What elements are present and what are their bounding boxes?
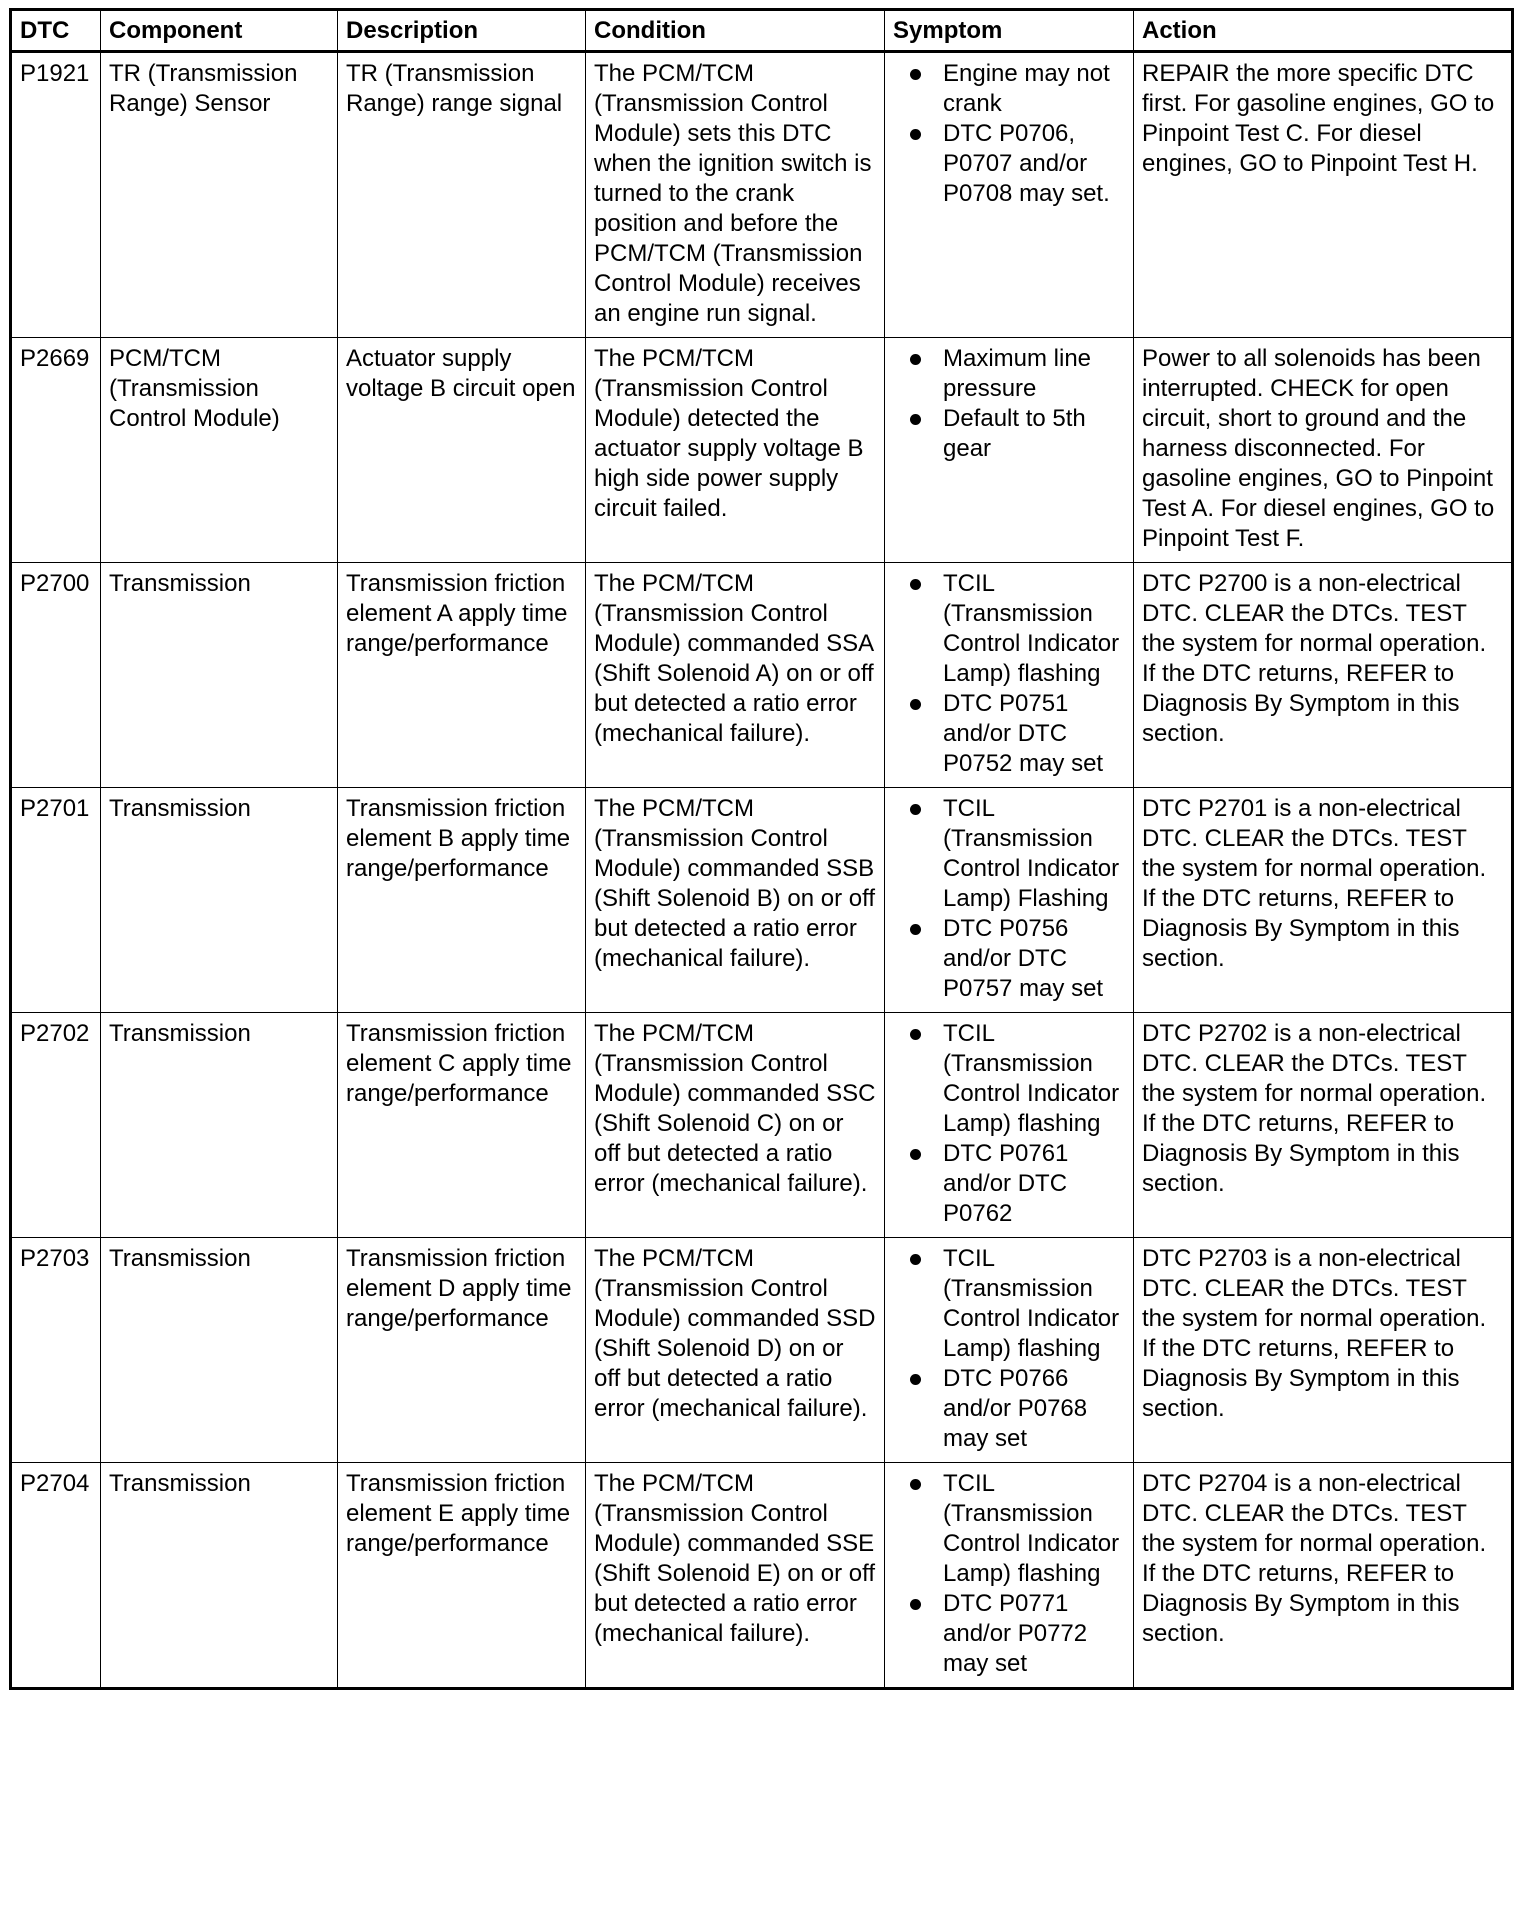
- cell-action: DTC P2700 is a non-electrical DTC. CLEAR the DTCs. TEST the system for normal operation. If the DTC returns, REFER to Diagnosis By Symptom in this section.: [1134, 563, 1513, 788]
- cell-action: REPAIR the more specific DTC first. For gasoline engines, GO to Pinpoint Test C. For diesel engines, GO to Pinpoint Test H.: [1134, 52, 1513, 338]
- cell-dtc: P2704: [11, 1463, 101, 1689]
- table-row: [11, 563, 1513, 788]
- header-row: [11, 10, 1513, 52]
- symptom-item: TCIL (Transmission Control Indicator Lamp) flashing: [893, 1469, 1125, 1589]
- table-row: [11, 52, 1513, 338]
- table-row: [11, 338, 1513, 563]
- cell-component: Transmission: [101, 788, 338, 1013]
- cell-description: Actuator supply voltage B circuit open: [338, 338, 586, 563]
- cell-component: Transmission: [101, 1013, 338, 1238]
- cell-description: Transmission friction element A apply time range/performance: [338, 563, 586, 788]
- cell-action: DTC P2701 is a non-electrical DTC. CLEAR the DTCs. TEST the system for normal operation. If the DTC returns, REFER to Diagnosis By Symptom in this section.: [1134, 788, 1513, 1013]
- symptom-item: DTC P0756 and/or DTC P0757 may set: [893, 914, 1125, 1004]
- symptom-item: Engine may not crank: [893, 59, 1125, 119]
- cell-dtc: P2701: [11, 788, 101, 1013]
- cell-description: Transmission friction element C apply time range/performance: [338, 1013, 586, 1238]
- symptom-item: TCIL (Transmission Control Indicator Lamp) Flashing: [893, 794, 1125, 914]
- header-condition: Condition: [586, 10, 885, 52]
- cell-symptom: [885, 52, 1134, 338]
- cell-condition: The PCM/TCM (Transmission Control Module) commanded SSB (Shift Solenoid B) on or off but detected a ratio error (mechanical failure).: [586, 788, 885, 1013]
- symptom-item: DTC P0766 and/or P0768 may set: [893, 1364, 1125, 1454]
- cell-condition: The PCM/TCM (Transmission Control Module) commanded SSE (Shift Solenoid E) on or off but detected a ratio error (mechanical failure).: [586, 1463, 885, 1689]
- cell-dtc: P2669: [11, 338, 101, 563]
- cell-description: TR (Transmission Range) range signal: [338, 52, 586, 338]
- cell-condition: The PCM/TCM (Transmission Control Module) commanded SSA (Shift Solenoid A) on or off but detected a ratio error (mechanical failure).: [586, 563, 885, 788]
- header-action: Action: [1134, 10, 1513, 52]
- symptom-item: DTC P0751 and/or DTC P0752 may set: [893, 689, 1125, 779]
- cell-symptom: [885, 1013, 1134, 1238]
- symptom-item: Default to 5th gear: [893, 404, 1125, 464]
- symptom-list: [893, 1019, 1125, 1229]
- cell-component: Transmission: [101, 563, 338, 788]
- symptom-item: TCIL (Transmission Control Indicator Lamp) flashing: [893, 569, 1125, 689]
- table-header: [11, 10, 1513, 52]
- symptom-item: DTC P0761 and/or DTC P0762: [893, 1139, 1125, 1229]
- symptom-list: [893, 344, 1125, 464]
- cell-component: Transmission: [101, 1463, 338, 1689]
- symptom-list: [893, 59, 1125, 209]
- cell-condition: The PCM/TCM (Transmission Control Module) detected the actuator supply voltage B high side power supply circuit failed.: [586, 338, 885, 563]
- symptom-item: Maximum line pressure: [893, 344, 1125, 404]
- cell-symptom: [885, 1463, 1134, 1689]
- header-description: Description: [338, 10, 586, 52]
- cell-condition: The PCM/TCM (Transmission Control Module) commanded SSD (Shift Solenoid D) on or off but detected a ratio error (mechanical failure).: [586, 1238, 885, 1463]
- table-row: [11, 1238, 1513, 1463]
- cell-component: Transmission: [101, 1238, 338, 1463]
- symptom-list: [893, 794, 1125, 1004]
- symptom-list: [893, 1244, 1125, 1454]
- cell-component: TR (Transmission Range) Sensor: [101, 52, 338, 338]
- cell-dtc: P2702: [11, 1013, 101, 1238]
- symptom-list: [893, 569, 1125, 779]
- cell-action: DTC P2702 is a non-electrical DTC. CLEAR the DTCs. TEST the system for normal operation. If the DTC returns, REFER to Diagnosis By Symptom in this section.: [1134, 1013, 1513, 1238]
- cell-action: DTC P2704 is a non-electrical DTC. CLEAR the DTCs. TEST the system for normal operation. If the DTC returns, REFER to Diagnosis By Symptom in this section.: [1134, 1463, 1513, 1689]
- cell-symptom: [885, 338, 1134, 563]
- cell-dtc: P2703: [11, 1238, 101, 1463]
- cell-symptom: [885, 788, 1134, 1013]
- cell-symptom: [885, 1238, 1134, 1463]
- cell-symptom: [885, 563, 1134, 788]
- cell-component: PCM/TCM (Transmission Control Module): [101, 338, 338, 563]
- cell-condition: The PCM/TCM (Transmission Control Module) commanded SSC (Shift Solenoid C) on or off but detected a ratio error (mechanical failure).: [586, 1013, 885, 1238]
- cell-description: Transmission friction element E apply time range/performance: [338, 1463, 586, 1689]
- cell-description: Transmission friction element D apply time range/performance: [338, 1238, 586, 1463]
- cell-description: Transmission friction element B apply time range/performance: [338, 788, 586, 1013]
- symptom-item: TCIL (Transmission Control Indicator Lamp) flashing: [893, 1244, 1125, 1364]
- symptom-item: DTC P0771 and/or P0772 may set: [893, 1589, 1125, 1679]
- cell-condition: The PCM/TCM (Transmission Control Module) sets this DTC when the ignition switch is turned to the crank position and before the PCM/TCM (Transmission Control Module) receives an engine run signal.: [586, 52, 885, 338]
- symptom-item: DTC P0706, P0707 and/or P0708 may set.: [893, 119, 1125, 209]
- symptom-list: [893, 1469, 1125, 1679]
- cell-dtc: P1921: [11, 52, 101, 338]
- header-dtc: DTC: [11, 10, 101, 52]
- cell-action: Power to all solenoids has been interrupted. CHECK for open circuit, short to ground and the harness disconnected. For gasoline engines, GO to Pinpoint Test A. For diesel engines, GO to Pinpoint Test F.: [1134, 338, 1513, 563]
- header-symptom: Symptom: [885, 10, 1134, 52]
- table-row: [11, 788, 1513, 1013]
- cell-action: DTC P2703 is a non-electrical DTC. CLEAR the DTCs. TEST the system for normal operation. If the DTC returns, REFER to Diagnosis By Symptom in this section.: [1134, 1238, 1513, 1463]
- table-body: [11, 52, 1513, 1689]
- cell-dtc: P2700: [11, 563, 101, 788]
- header-component: Component: [101, 10, 338, 52]
- symptom-item: TCIL (Transmission Control Indicator Lamp) flashing: [893, 1019, 1125, 1139]
- table-row: [11, 1013, 1513, 1238]
- dtc-table: [9, 8, 1514, 1690]
- table-row: [11, 1463, 1513, 1689]
